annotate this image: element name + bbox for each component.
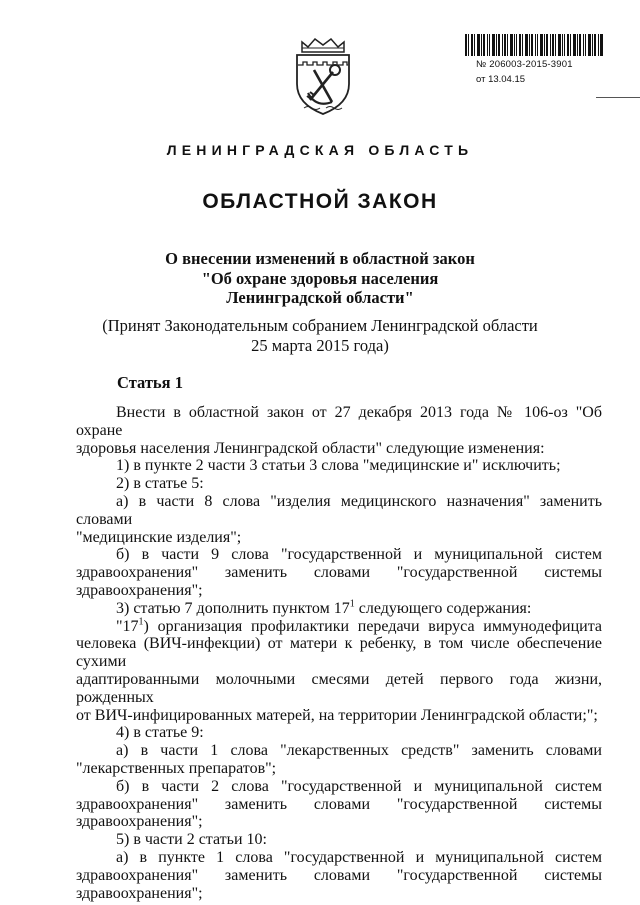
law-title-line: О внесении изменений в областной закон <box>165 249 475 268</box>
quote-line <box>76 618 602 636</box>
body-line: Внести в областной закон от 27 декабря 2013 года № 106-оз "Об охране <box>76 404 602 439</box>
superscript: 1 <box>349 598 355 610</box>
list-item: 2) в статье 5: <box>116 475 204 493</box>
registration-number: № 206003-2015-3901 <box>476 59 573 70</box>
list-item: 4) в статье 9: <box>116 724 204 742</box>
law-title-line: "Об охране здоровья населения <box>201 268 439 288</box>
sub-item-line: здравоохранения" заменить словами "государственной системы <box>76 564 602 582</box>
adoption-note <box>0 316 640 355</box>
law-title <box>0 249 640 308</box>
article-heading: Статья 1 <box>117 373 183 392</box>
sub-item-line: а) в части 1 слова "лекарственных средств" заменить словами <box>116 742 602 760</box>
superscript: 1 <box>138 616 144 628</box>
law-type-heading: ОБЛАСТНОЙ ЗАКОН <box>202 190 438 213</box>
law-title-line: Ленинградской области" <box>226 288 414 307</box>
adoption-note-line: (Принят Законодательным собранием Ленинградской области <box>102 316 538 335</box>
coat-of-arms-emblem <box>288 38 358 116</box>
article-body <box>76 404 602 902</box>
sub-item-line: здравоохранения"; <box>76 581 203 599</box>
quote-line: человека (ВИЧ-инфекции) от матери к ребенку, в том числе обеспечение сухими <box>76 635 602 671</box>
registration-date: от 13.04.15 <box>476 74 526 85</box>
sub-item-line: здравоохранения" заменить словами "государственной системы <box>76 866 602 884</box>
list-item: 5) в части 2 статьи 10: <box>116 831 267 849</box>
list-item: 1) в пункте 2 части 3 статьи 3 слова "медицинские и" исключить; <box>116 457 561 475</box>
adoption-note-line: 25 марта 2015 года) <box>251 335 389 355</box>
list-item <box>76 600 602 618</box>
region-heading: ЛЕНИНГРАДСКАЯ ОБЛАСТЬ <box>166 142 474 158</box>
sub-item-line: б) в части 2 слова "государственной и муниципальной систем <box>116 777 602 795</box>
quote-text: "17 <box>116 617 139 635</box>
list-item-text: следующего содержания: <box>354 599 532 617</box>
sub-item-line: здравоохранения" заменить словами "государственной системы <box>76 795 602 813</box>
sub-item-line: "медицинские изделия"; <box>76 528 242 546</box>
edge-mark <box>596 97 640 98</box>
sub-item-line: здравоохранения"; <box>76 813 203 831</box>
sub-item-line: б) в части 9 слова "государственной и муниципальной систем <box>116 546 602 564</box>
quote-text: ) организация профилактики передачи вируса иммунодефицита <box>143 617 602 635</box>
quote-line: адаптированными молочными смесями детей первого года жизни, рожденных <box>76 670 602 706</box>
sub-item-line: а) в пункте 1 слова "государственной и муниципальной систем <box>116 848 602 866</box>
sub-item-line: здравоохранения"; <box>76 884 203 902</box>
list-item-text: 3) статью 7 дополнить пунктом 17 <box>116 599 350 617</box>
barcode <box>465 34 603 56</box>
body-line: здоровья населения Ленинградской области" следующие изменения: <box>76 439 545 457</box>
sub-item-line: "лекарственных препаратов"; <box>76 759 277 777</box>
quote-line: от ВИЧ-инфицированных матерей, на территории Ленинградской области;"; <box>76 706 598 724</box>
sub-item-line: а) в части 8 слова "изделия медицинского назначения" заменить словами <box>76 492 602 528</box>
